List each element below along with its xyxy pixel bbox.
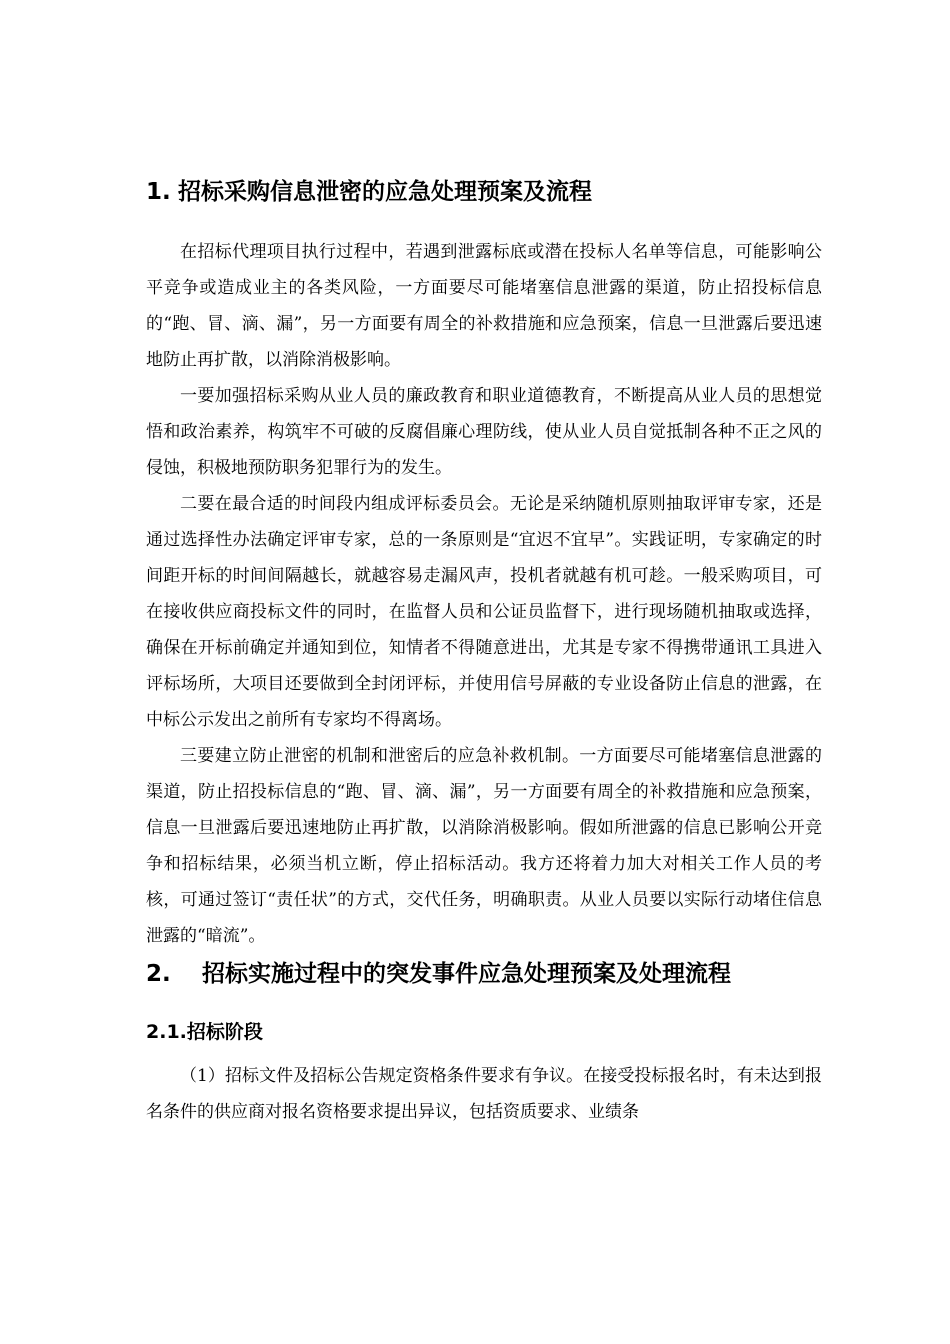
paragraph-2: 一要加强招标采购从业人员的廉政教育和职业道德教育，不断提高从业人员的思想觉悟和政治素养，构筑牢不可破的反腐倡廉心理防线，使从业人员自觉抵制各种不正之风的侵蚀，积极地预防职务犯罪行为的发生。 — [146, 386, 822, 478]
section-number-2: 2. — [146, 961, 171, 987]
subsection-heading-2-1: 2.1.招标阶段 — [146, 1021, 263, 1043]
paragraph-5: （1）招标文件及招标公告规定资格条件要求有争议。在接受投标报名时，有未达到报名条件的供应商对报名资格要求提出异议，包括资质要求、业绩条 — [146, 1066, 822, 1122]
section-heading-1 — [146, 172, 822, 212]
section-heading-2 — [146, 954, 822, 994]
document-content — [146, 172, 822, 1130]
paragraph-3: 二要在最合适的时间段内组成评标委员会。无论是采纳随机原则抽取评审专家，还是通过选择性办法确定评审专家，总的一条原则是“宜迟不宜早”。实践证明，专家确定的时间距开标的时间间隔越长，就越容易走漏风声，投机者就越有机可趁。一般采购项目，可在接收供应商投标文件的同时，在监督人员和公证员监督下，进行现场随机抽取或选择，确保在开标前确定并通知到位，知情者不得随意进出，尤其是专家不得携带通讯工具进入评标场所，大项目还要做到全封闭评标，并使用信号屏蔽的专业设备防止信息的泄露，在中标公示发出之前所有专家均不得离场。 — [146, 494, 822, 730]
section-number-1: 1. — [146, 179, 171, 205]
paragraph-4: 三要建立防止泄密的机制和泄密后的应急补救机制。一方面要尽可能堵塞信息泄露的渠道，防止招投标信息的“跑、冒、滴、漏”，另一方面要有周全的补救措施和应急预案，信息一旦泄露后要迅速地防止再扩散，以消除消极影响。假如所泄露的信息已影响公开竞争和招标结果，必须当机立断，停止招标活动。我方还将着力加大对相关工作人员的考核，可通过签订“责任状”的方式，交代任务，明确职责。从业人员要以实际行动堵住信息泄露的“暗流”。 — [146, 746, 822, 946]
paragraph-1: 在招标代理项目执行过程中，若遇到泄露标底或潜在投标人名单等信息，可能影响公平竞争或造成业主的各类风险，一方面要尽可能堵塞信息泄露的渠道，防止招投标信息的“跑、冒、滴、漏”，另一方面要有周全的补救措施和应急预案，信息一旦泄露后要迅速地防止再扩散，以消除消极影响。 — [146, 242, 822, 370]
section-title-2: 招标实施过程中的突发事件应急处理预案及处理流程 — [202, 961, 731, 987]
section-title-1: 招标采购信息泄密的应急处理预案及流程 — [178, 179, 592, 205]
